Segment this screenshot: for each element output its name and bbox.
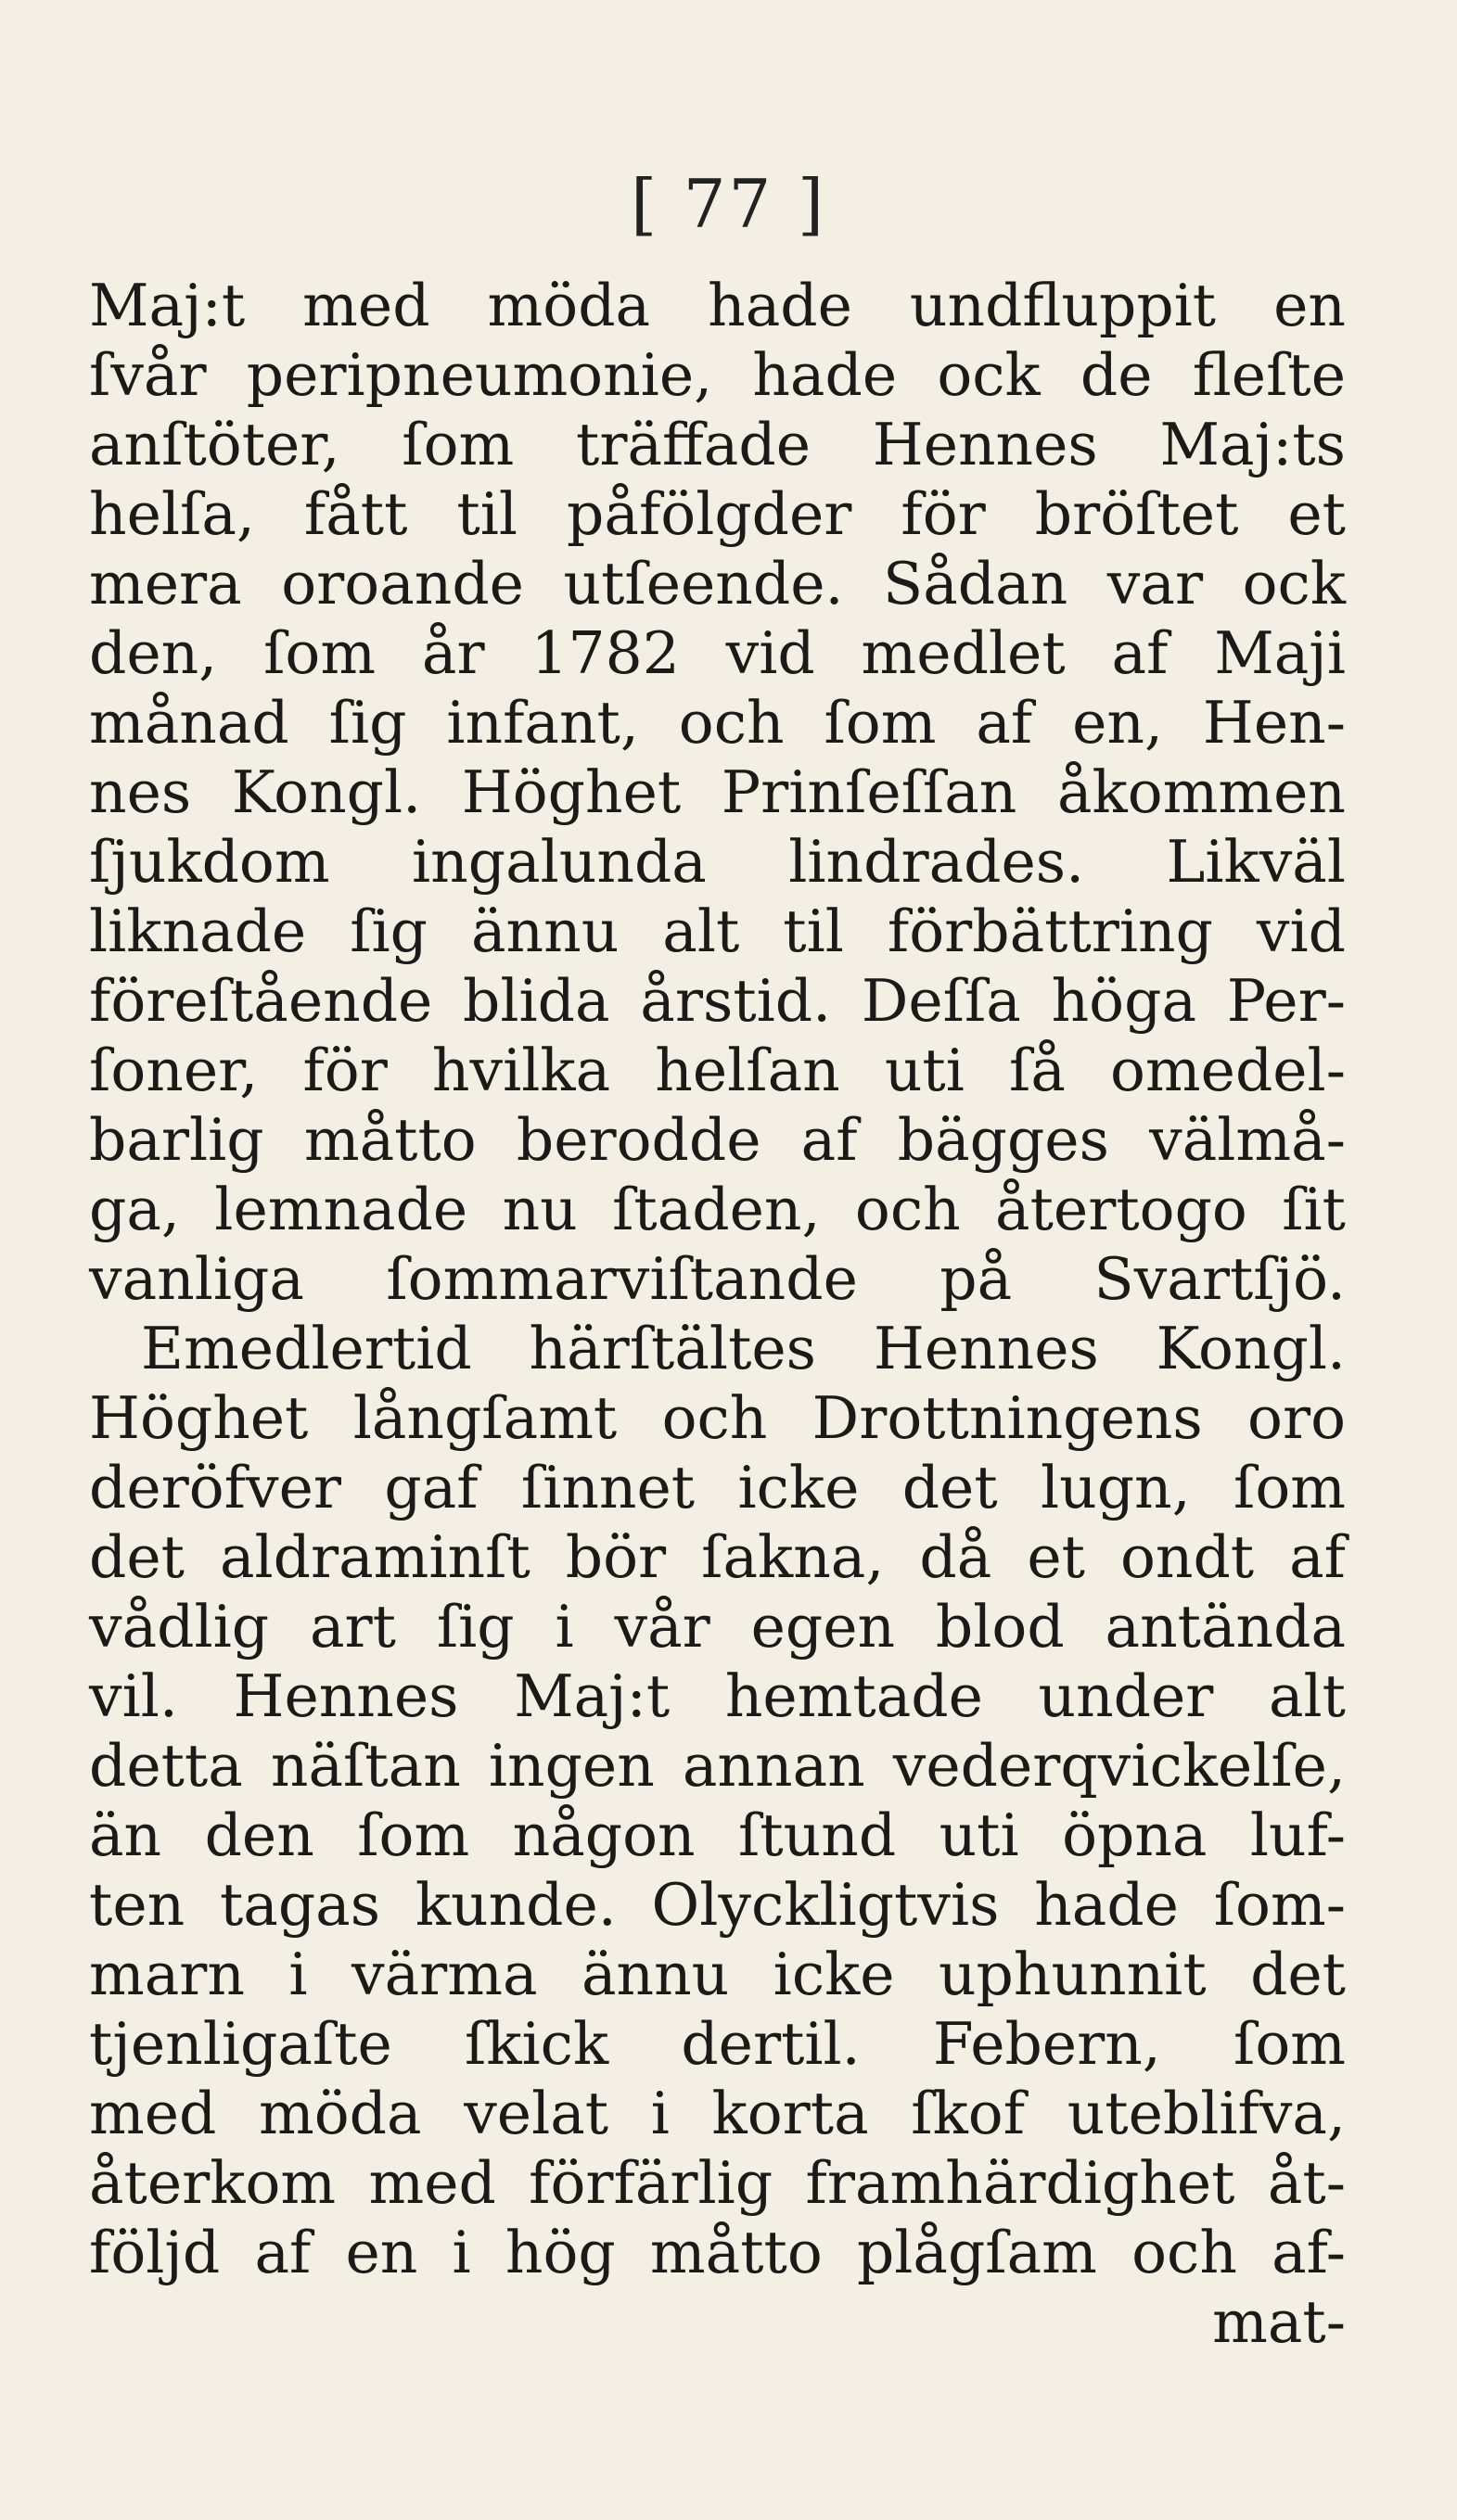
text-line: liknade ſig ännu alt til förbättring vid	[89, 897, 1346, 965]
text-line: följd af en i hög måtto plågſam och af-	[89, 2219, 1346, 2286]
text-line: detta näſtan ingen annan vederqvickelſe,	[89, 1732, 1346, 1800]
text-line: ſjukdom ingalunda lindrades. Likväl	[89, 828, 1346, 896]
text-line: barlig måtto berodde af bägges välmå-	[89, 1106, 1346, 1174]
text-line: vil. Hennes Maj:t hemtade under alt	[89, 1662, 1346, 1730]
text-line: den, ſom år 1782 vid medlet af Maji	[89, 619, 1346, 687]
text-line: ga, lemnade nu ſtaden, och återtogo ſit	[89, 1176, 1346, 1243]
text-line: återkom med förfärlig framhärdighet åt-	[89, 2149, 1346, 2217]
text-line: marn i värma ännu icke uphunnit det	[89, 1941, 1346, 2008]
text-line: mera oroande utſeende. Sådan var ock	[89, 550, 1346, 617]
text-line: med möda velat i korta ſkof uteblifva,	[89, 2080, 1346, 2147]
text-line: Emedlertid härſtältes Hennes Kongl.	[141, 1315, 1346, 1382]
text-line: anſtöter, ſom träffade Hennes Maj:ts	[89, 411, 1346, 478]
body-text	[89, 271, 1346, 2357]
text-line: ſoner, för hvilka helſan uti ſå omedel-	[89, 1037, 1346, 1104]
page-number-header: [ 77 ]	[631, 165, 826, 243]
catchword: mat-	[1212, 2288, 1346, 2356]
text-line: ſvår peripneumonie, hade ock de fleſte	[89, 341, 1346, 409]
text-line: än den ſom någon ſtund uti öpna luf-	[89, 1801, 1346, 1869]
text-line: vådlig art ſig i vår egen blod antända	[89, 1593, 1346, 1661]
text-line: ten tagas kunde. Olyckligtvis hade ſom-	[89, 1871, 1346, 1939]
text-line: månad ſig infant, och ſom af en, Hen-	[89, 689, 1346, 757]
text-line: Maj:t med möda hade undfluppit en	[89, 272, 1346, 339]
text-line: Höghet långſamt och Drottningens oro	[89, 1384, 1346, 1452]
text-line: föreſtående blida årstid. Deſſa höga Per-	[89, 967, 1346, 1035]
text-line: det aldraminſt bör ſakna, då et ondt af	[89, 1523, 1346, 1591]
text-line: tjenligaſte ſkick dertil. Febern, ſom	[89, 2010, 1346, 2078]
text-line: helſa, fått til påfölgder för bröſtet et	[89, 480, 1346, 548]
text-line: vanliga ſommarviſtande på Svartſjö.	[89, 1245, 1346, 1313]
text-line: nes Kongl. Höghet Prinſeſſan åkommen	[89, 758, 1346, 826]
text-line: deröfver gaf ſinnet icke det lugn, ſom	[89, 1454, 1346, 1521]
